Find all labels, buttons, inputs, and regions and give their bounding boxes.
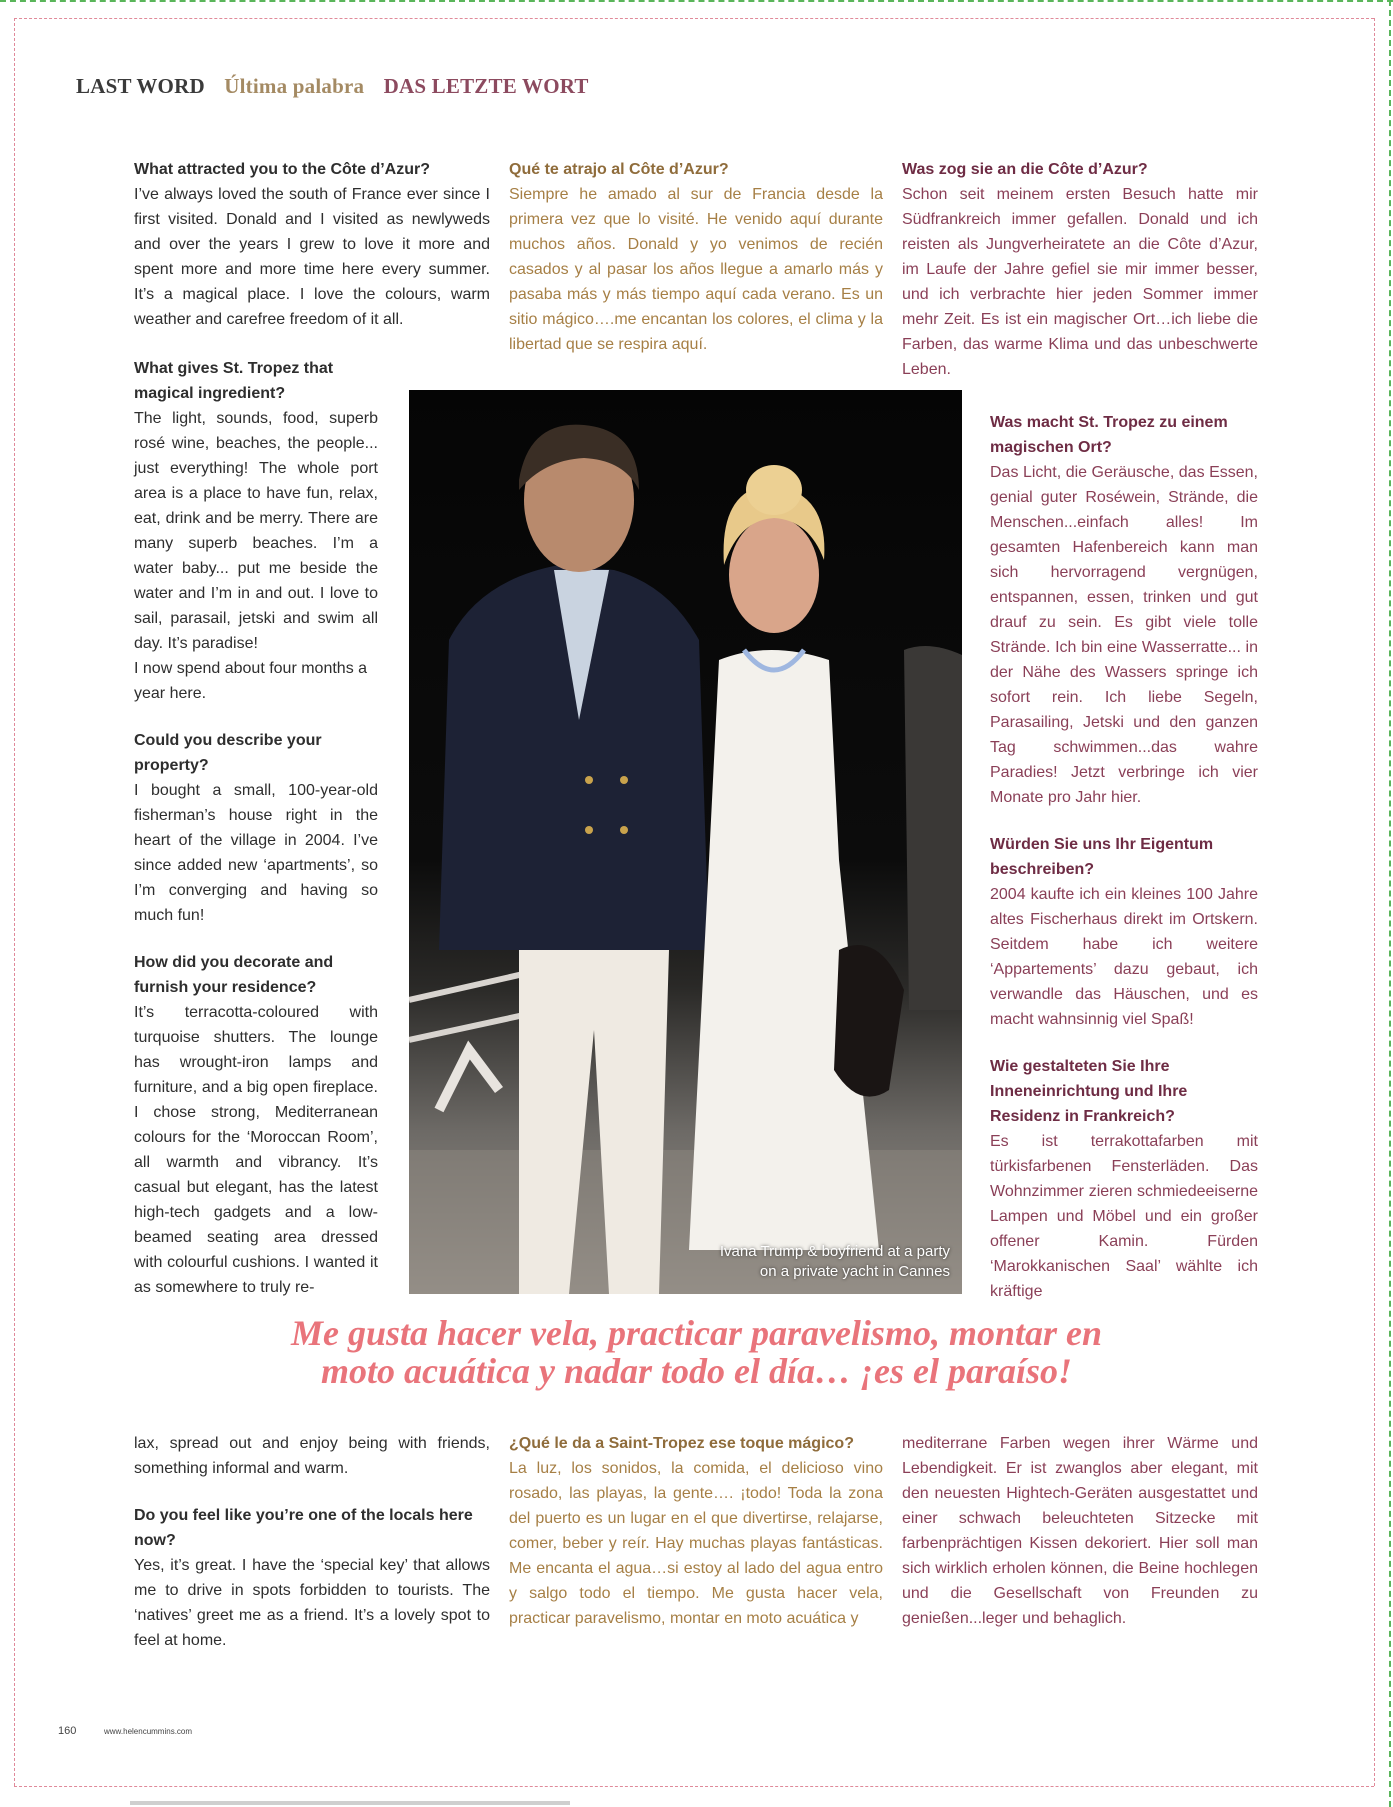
spanish-column-bottom [509,1431,883,1631]
header-german: DAS LETZTE WORT [383,74,589,98]
question: Do you feel like you’re one of the locals here now? [134,1507,473,1549]
answer: I now spend about four months a year here. [134,660,368,702]
question: Was macht St. Tropez zu einem magischen Ort? [990,414,1228,456]
answer: Das Licht, die Geräusche, das Essen, genial guter Roséwein, Strände, die Menschen...einfach alles! Im gesamten Hafenbereich kann man sich hervorragend vergnügen, entspannen, essen, trinken und gut drauf zu sein. Es gibt viele tolle Strände. Ich bin eine Wasserratte... in der Nähe des Wassers springe ich sofort rein. Ich liebe Segeln, Parasailing, Jetski und den ganzen Tag schwimmen...das wahre Paradies! Jetzt verbringe ich vier Monate pro Jahr hier. [990,464,1258,806]
answer-continued: lax, spread out and enjoy being with friends, something informal and warm. [134,1435,490,1477]
question: ¿Qué le da a Saint-Tropez ese toque mágico? [509,1435,854,1452]
question: Was zog sie an die Côte d’Azur? [902,161,1148,178]
page-number: 160 [58,1725,77,1737]
pull-quote-line: moto acuática y nadar todo el día… ¡es el paraíso! [321,1351,1072,1391]
footer-url: www.helencummins.com [104,1727,193,1736]
question: How did you decorate and furnish your residence? [134,954,334,996]
answer: Schon seit meinem ersten Besuch hatte mir Südfrankreich immer gefallen. Donald und ich reisten als Jungverheiratete an die Côte d’Azur, im Laufe der Jahre gefiel sie mir immer besser, und ich verbrachte hier jeden Sommer immer mehr Zeit. Es ist ein magischer Ort…ich liebe die Farben, das warme Klima und das unbeschwerte Leben. [902,186,1258,378]
answer: The light, sounds, food, superb rosé wine, beaches, the people... just everything! The whole port area is a place to have fun, relax, eat, drink and be merry. There are many superb beaches. I’m a water baby... put me beside the water and I’m in and out. I love to sail, parasail, jetski and swim all day. It’s paradise! [134,410,378,652]
english-column-top-b [134,356,378,1300]
crop-mark-top [0,0,1393,2]
german-column-bottom [902,1431,1258,1631]
german-column-top [902,157,1258,382]
spanish-column-top [509,157,883,357]
answer: I’ve always loved the south of France ever since I first visited. Donald and I visited as newlyweds and over the years I grew to love it more and spent more and more time here every summer. It’s a magical place. I love the colours, warm weather and carefree freedom of it all. [134,186,490,328]
photo-illustration [409,390,962,1294]
question: Could you describe your property? [134,732,322,774]
page-header [76,74,589,99]
photo-caption [720,1242,950,1282]
caption-line: on a private yacht in Cannes [759,1263,950,1280]
english-column-top-a [134,157,490,332]
page-frame-bottom [14,1786,1374,1787]
answer-continued: mediterrane Farben wegen ihrer Wärme und Lebendigkeit. Er ist zwanglos aber elegant, mit den neuesten Hightech-Geräten ausgestattet und einer schwach beleuchteten Sitzecke mit farbenprächtigen Kissen dekoriert. Hier soll man sich wirklich erholen können, die Beine hochlegen und die Gesellschaft von Freunden zu genießen...leger und behaglich. [902,1435,1258,1627]
answer: Es ist terrakottafarben mit türkisfarbenen Fensterläden. Das Wohnzimmer zieren schmiedeeiserne Lampen und Möbel und ein großer offener Kamin. Fürden ‘Marokkanischen Saal’ wählte ich kräftige [990,1133,1258,1300]
header-spanish: Última palabra [224,74,365,98]
crop-mark-right [1389,0,1391,1807]
page-frame-top [14,18,1374,19]
couple-photo [409,390,962,1294]
answer: La luz, los sonidos, la comida, el delicioso vino rosado, las playas, la gente…. ¡todo! Toda la zona del puerto es un lugar en el que divertirse, relajarse, comer, beber y reír. Hay muchas playas fantásticas. Me encanta el agua…si estoy al lado del agua entro y salgo todo el tiempo. Me gusta hacer vela, practicar paravelismo, montar en moto acuática y [509,1460,883,1627]
question: What attracted you to the Côte d’Azur? [134,161,430,178]
page-frame-left [14,18,15,1786]
german-column-right [990,410,1258,1304]
question: Würden Sie uns Ihr Eigentum beschreiben? [990,836,1214,878]
caption-line: Ivana Trump & boyfriend at a party [719,1243,950,1260]
answer: 2004 kaufte ich ein kleines 100 Jahre altes Fischerhaus direkt im Ortskern. Seitdem habe ich weitere ‘Appartements’ dazu gebaut, ich verwandle das Häuschen, und es macht wahnsinnig viel Spaß! [990,886,1258,1028]
question: Qué te atrajo al Côte d’Azur? [509,161,729,178]
answer: It’s terracotta-coloured with turquoise shutters. The lounge has wrought-iron lamps and furniture, and a big open fireplace. I chose strong, Mediterranean colours for the ‘Moroccan Room’, all warmth and vibrancy. It’s casual but elegant, has the latest high-tech gadgets and a low-beamed seating area dressed with colourful cushions. I wanted it as somewhere to truly re- [134,1004,378,1296]
page-frame-right [1374,18,1375,1786]
answer: Yes, it’s great. I have the ‘special key’ that allows me to drive in spots forbidden to tourists. The ‘natives’ greet me as a friend. It’s a lovely spot to feel at home. [134,1557,490,1649]
question: Wie gestalteten Sie Ihre Inneneinrichtung und Ihre Residenz in Frankreich? [990,1058,1188,1125]
pull-quote-line: Me gusta hacer vela, practicar paravelismo, montar en [291,1313,1102,1353]
pull-quote [150,1314,1243,1390]
header-english: LAST WORD [76,74,205,98]
bottom-scroll-bar [130,1801,570,1805]
english-column-bottom [134,1431,490,1653]
answer: I bought a small, 100-year-old fisherman’s house right in the heart of the village in 2004. I’ve since added new ‘apartments’, so I’m converging and having so much fun! [134,782,378,924]
answer: Siempre he amado al sur de Francia desde la primera vez que lo visité. He venido aquí durante muchos años. Donald y yo venimos de recién casados y al pasar los años llegue a amarlo más y pasaba más y más tiempo aquí cada verano. Es un sitio mágico….me encantan los colores, el clima y la libertad que se respira aquí. [509,186,883,353]
question: What gives St. Tropez that magical ingredient? [134,360,334,402]
